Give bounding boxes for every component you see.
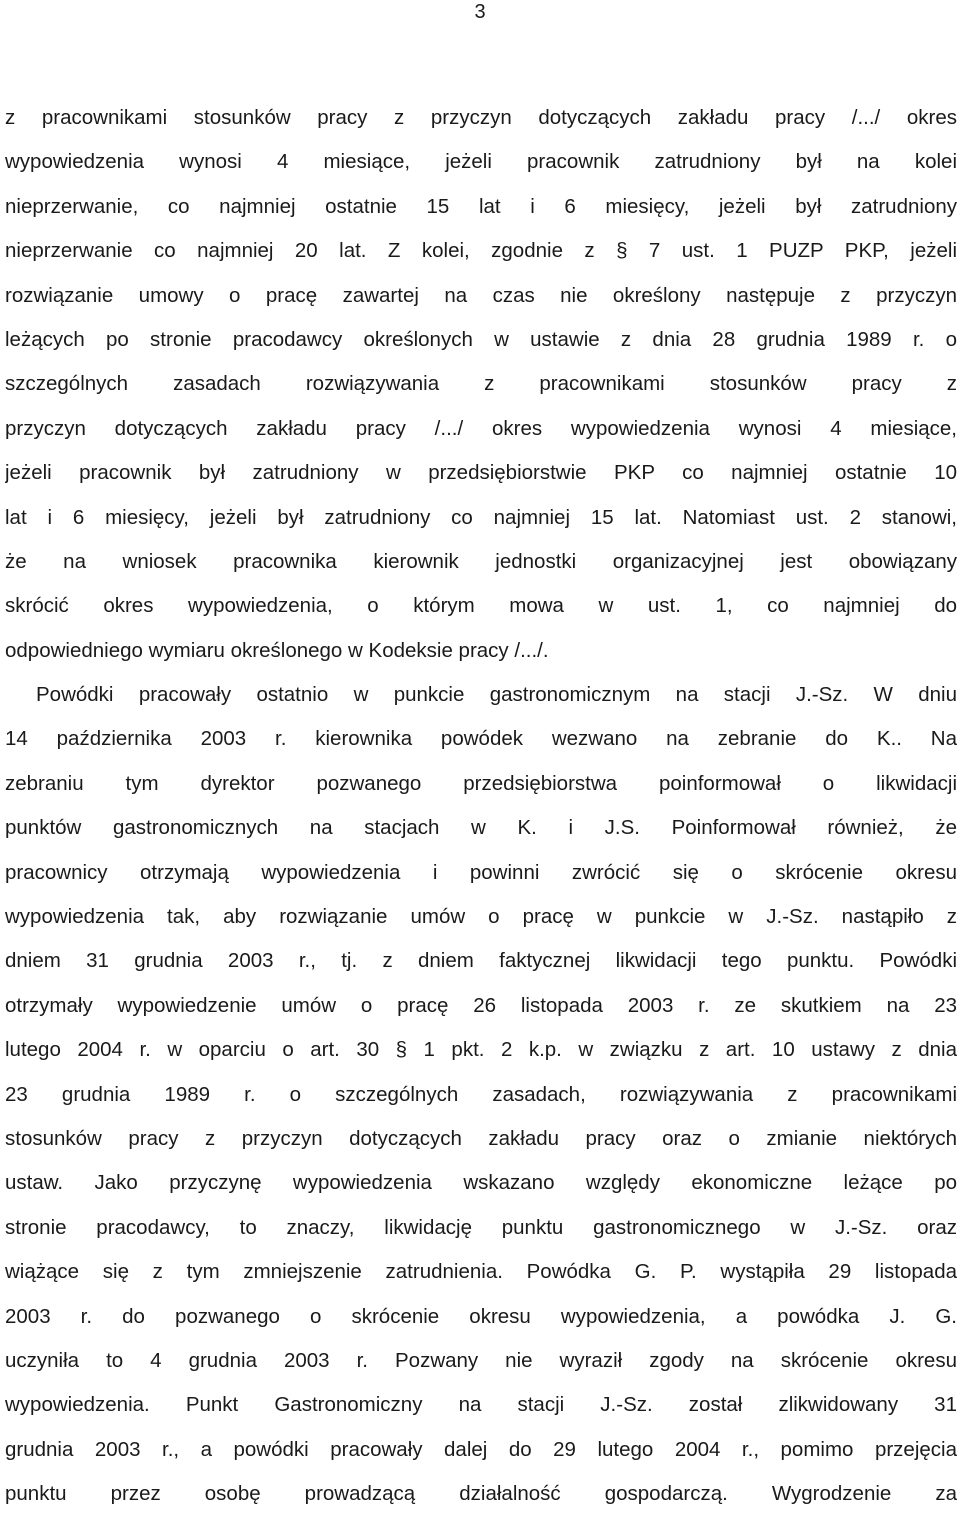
text-line: wypowiedzenia. Punkt Gastronomiczny na stacji J.-Sz. został zlikwidowany 31 xyxy=(5,1393,957,1417)
text-line: odpowiedniego wymiaru określonego w Kodeksie pracy /.../. xyxy=(5,638,549,662)
text-line: dniem 31 grudnia 2003 r., tj. z dniem faktycznej likwidacji tego punktu. Powódki xyxy=(5,949,957,973)
text-line: punktu przez osobę prowadzącą działalność gospodarczą. Wygrodzenie za xyxy=(5,1482,957,1506)
text-line: szczególnych zasadach rozwiązywania z pracownikami stosunków pracy z xyxy=(5,372,957,396)
text-line: leżących po stronie pracodawcy określonych w ustawie z dnia 28 grudnia 1989 r. o xyxy=(5,327,957,351)
text-line: nieprzerwanie co najmniej 20 lat. Z kolei, zgodnie z § 7 ust. 1 PUZP PKP, jeżeli xyxy=(5,239,957,263)
text-line: przyczyn dotyczących zakładu pracy /.../ okres wypowiedzenia wynosi 4 miesiące, xyxy=(5,416,957,440)
document-body xyxy=(5,96,957,1517)
text-line: 14 października 2003 r. kierownika powódek wezwano na zebranie do K.. Na xyxy=(5,727,957,751)
text-line: lutego 2004 r. w oparciu o art. 30 § 1 pkt. 2 k.p. w związku z art. 10 ustawy z dnia xyxy=(5,1038,957,1062)
text-line: zebraniu tym dyrektor pozwanego przedsiębiorstwa poinformował o likwidacji xyxy=(5,771,957,795)
text-line: że na wniosek pracownika kierownik jednostki organizacyjnej jest obowiązany xyxy=(5,549,957,573)
text-line: Powódki pracowały ostatnio w punkcie gastronomicznym na stacji J.-Sz. W dniu xyxy=(36,683,957,707)
text-line: uczyniła to 4 grudnia 2003 r. Pozwany nie wyraził zgody na skrócenie okresu xyxy=(5,1348,957,1372)
text-line: jeżeli pracownik był zatrudniony w przedsiębiorstwie PKP co najmniej ostatnie 10 xyxy=(5,461,957,485)
text-line: grudnia 2003 r., a powódki pracowały dalej do 29 lutego 2004 r., pomimo przejęcia xyxy=(5,1437,957,1461)
text-line: wiążące się z tym zmniejszenie zatrudnienia. Powódka G. P. wystąpiła 29 listopada xyxy=(5,1260,957,1284)
text-line: otrzymały wypowiedzenie umów o pracę 26 listopada 2003 r. ze skutkiem na 23 xyxy=(5,993,957,1017)
text-line: skrócić okres wypowiedzenia, o którym mowa w ust. 1, co najmniej do xyxy=(5,594,957,618)
text-line: ustaw. Jako przyczynę wypowiedzenia wskazano względy ekonomiczne leżące po xyxy=(5,1171,957,1195)
text-line: 23 grudnia 1989 r. o szczególnych zasadach, rozwiązywania z pracownikami xyxy=(5,1082,957,1106)
text-line: wypowiedzenia tak, aby rozwiązanie umów o pracę w punkcie w J.-Sz. nastąpiło z xyxy=(5,905,957,929)
page-number: 3 xyxy=(474,1,486,23)
text-line: punktów gastronomicznych na stacjach w K. i J.S. Poinformował również, że xyxy=(5,816,957,840)
text-line: pracownicy otrzymają wypowiedzenia i powinni zwrócić się o skrócenie okresu xyxy=(5,860,957,884)
text-line: wypowiedzenia wynosi 4 miesiące, jeżeli pracownik zatrudniony był na kolei xyxy=(5,150,957,174)
text-line: rozwiązanie umowy o pracę zawartej na czas nie określony następuje z przyczyn xyxy=(5,283,957,307)
text-line: lat i 6 miesięcy, jeżeli był zatrudniony co najmniej 15 lat. Natomiast ust. 2 stanowi, xyxy=(5,505,957,529)
text-line: 2003 r. do pozwanego o skrócenie okresu wypowiedzenia, a powódka J. G. xyxy=(5,1304,957,1328)
text-line: nieprzerwanie, co najmniej ostatnie 15 lat i 6 miesięcy, jeżeli był zatrudniony xyxy=(5,194,957,218)
text-line: z pracownikami stosunków pracy z przyczyn dotyczących zakładu pracy /.../ okres xyxy=(5,106,957,129)
text-line: stronie pracodawcy, to znaczy, likwidację punktu gastronomicznego w J.-Sz. oraz xyxy=(5,1215,957,1239)
text-line: stosunków pracy z przyczyn dotyczących zakładu pracy oraz o zmianie niektórych xyxy=(5,1126,957,1150)
